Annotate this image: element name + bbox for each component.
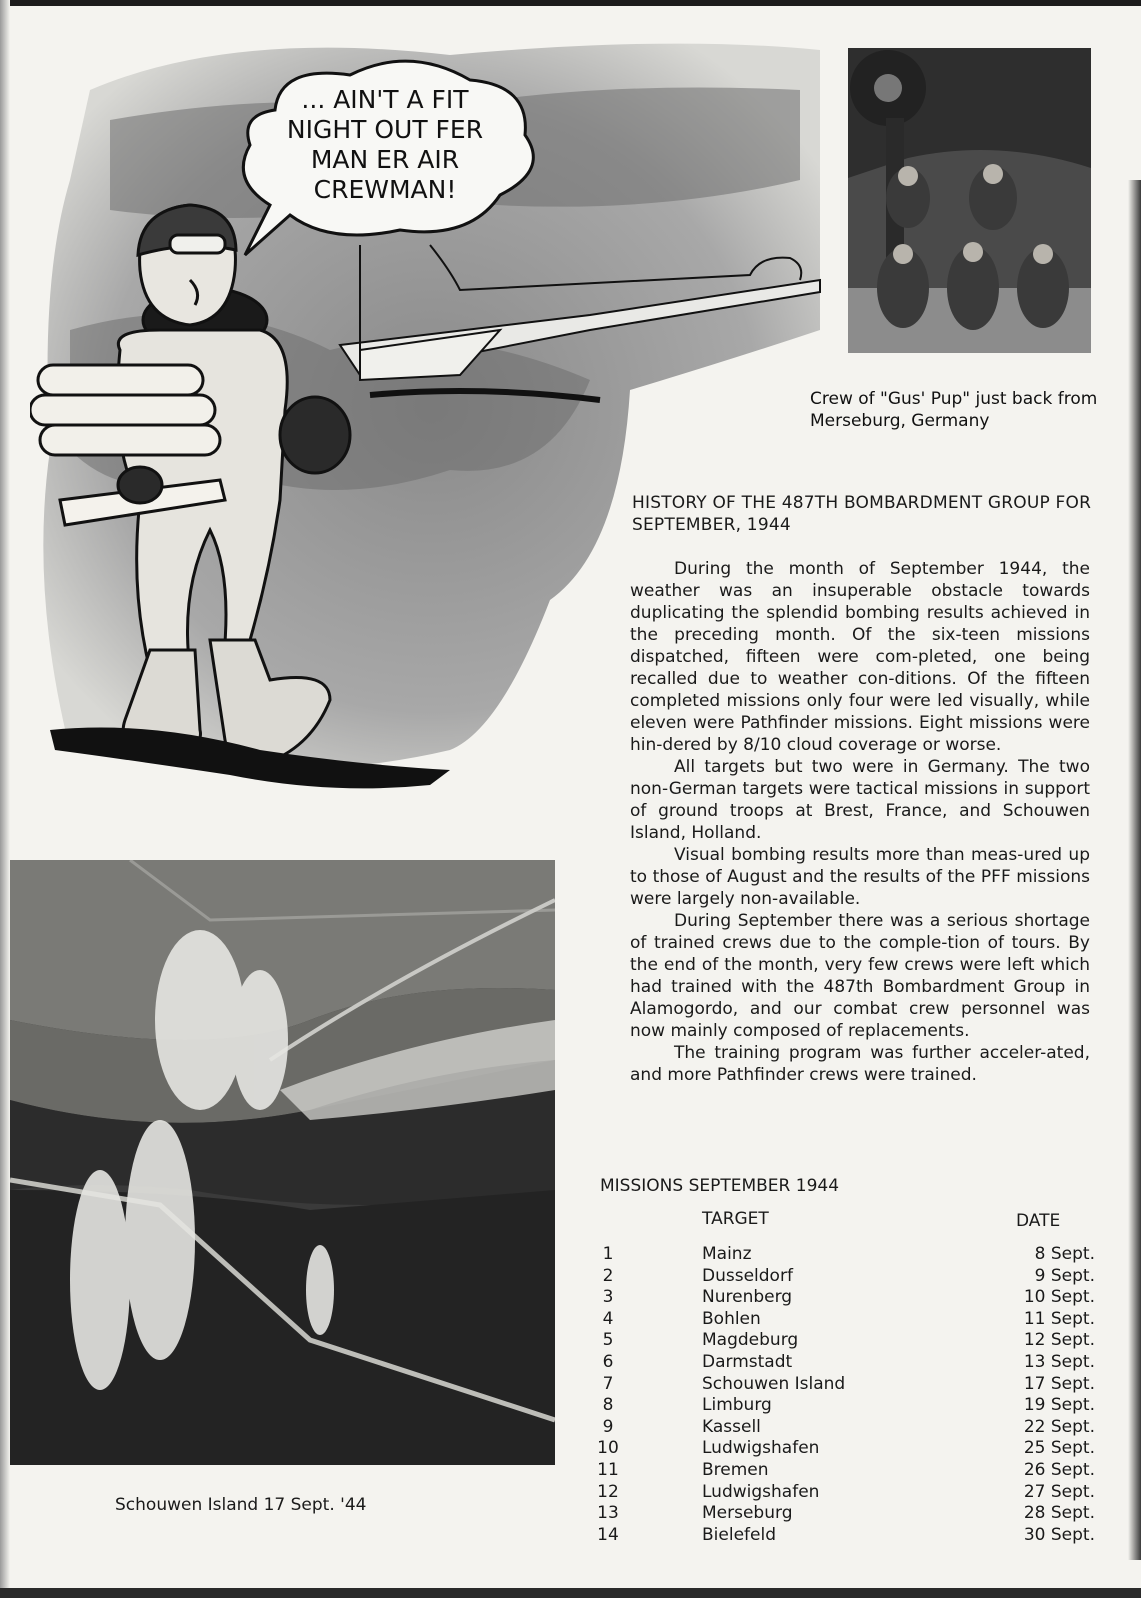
spine-shadow (0, 0, 10, 1598)
mission-number: 11 (597, 1459, 619, 1480)
mission-number: 7 (602, 1373, 614, 1394)
mission-number: 2 (602, 1265, 614, 1286)
table-row (590, 1503, 1095, 1525)
aerial-photo-caption: Schouwen Island 17 Sept. '44 (115, 1495, 367, 1515)
mission-number: 6 (602, 1351, 614, 1372)
crew-photo (848, 48, 1091, 353)
history-paragraph: During the month of September 1944, the weather was an insuperable obstacle towards duplicating the splendid bombing results achieved in the preceding month. Of the six-teen missions dispatched, fifteen were com-pleted, one being recalled due to weather con-ditions. Of the fifteen completed missions only four were led visually, while eleven were Pathfinder missions. Eight missions were hin-dered by 8/10 cloud coverage or worse. (630, 559, 1090, 755)
speech-line-3: MAN ER AIR (310, 145, 460, 174)
mission-number: 14 (597, 1524, 619, 1545)
speech-line-2: NIGHT OUT FER (286, 115, 484, 144)
table-row (590, 1309, 1095, 1331)
mission-date: 13 Sept. (1023, 1351, 1095, 1372)
table-row (590, 1287, 1095, 1309)
mission-number: 1 (602, 1244, 614, 1264)
speech-line-4: CREWMAN! (313, 175, 457, 204)
table-row (590, 1460, 1095, 1482)
mission-target: Dusseldorf (702, 1265, 793, 1286)
mission-target: Bohlen (702, 1308, 761, 1329)
mission-date: 28 Sept. (1023, 1503, 1095, 1524)
mission-date: 25 Sept. (1023, 1438, 1095, 1459)
mission-target: Magdeburg (702, 1330, 799, 1351)
mission-target: Ludwigshafen (702, 1438, 820, 1459)
mission-date: 8 Sept. (1034, 1244, 1095, 1264)
mission-number: 3 (602, 1287, 614, 1308)
page-right-edge (1128, 180, 1141, 1560)
table-row (590, 1266, 1095, 1288)
table-row (590, 1244, 1095, 1266)
page-top-edge (0, 0, 1141, 6)
mission-target: Mainz (702, 1244, 752, 1264)
history-paragraph: During September there was a serious shortage of trained crews due to the comple-tion of tours. By the end of the month, very few crews were left which had trained with the 487th Bombardment Group in Alamogordo, and our combat crew personnel was now mainly composed of replacements. (630, 911, 1090, 1041)
mission-date: 30 Sept. (1023, 1524, 1095, 1545)
mission-target: Kassell (702, 1416, 761, 1437)
mission-number: 4 (602, 1308, 614, 1329)
mission-target: Bielefeld (702, 1524, 776, 1545)
mission-date: 19 Sept. (1023, 1395, 1095, 1416)
mission-number: 9 (602, 1416, 614, 1437)
column-header-target: TARGET (702, 1209, 769, 1229)
mission-target: Darmstadt (702, 1351, 793, 1372)
mission-target: Limburg (702, 1395, 772, 1416)
mission-date: 17 Sept. (1023, 1373, 1095, 1394)
column-header-date: DATE (1016, 1211, 1061, 1231)
history-paragraph: Visual bombing results more than meas-ured up to those of August and the results of the PFF missions were largely non-available. (630, 845, 1090, 909)
table-row (590, 1330, 1095, 1352)
table-row (590, 1482, 1095, 1504)
mission-target: Merseburg (702, 1503, 793, 1524)
history-heading: HISTORY OF THE 487TH BOMBARDMENT GROUP FOR SEPTEMBER, 1944 (632, 493, 1092, 535)
mission-target: Bremen (702, 1459, 769, 1480)
missions-title: MISSIONS SEPTEMBER 1944 (600, 1176, 840, 1196)
table-row (590, 1395, 1095, 1417)
mission-date: 22 Sept. (1023, 1416, 1095, 1437)
mission-date: 27 Sept. (1023, 1481, 1095, 1502)
aerial-photo-schouwen-island (10, 860, 555, 1465)
mission-number: 8 (602, 1395, 614, 1416)
mission-number: 10 (597, 1438, 619, 1459)
mission-date: 10 Sept. (1023, 1287, 1095, 1308)
page-bottom-edge (0, 1588, 1141, 1598)
crew-photo-caption: Crew of "Gus' Pup" just back from Merseburg, Germany (810, 389, 1098, 431)
mission-date: 9 Sept. (1034, 1265, 1095, 1286)
missions-table (590, 1244, 1095, 1546)
table-row (590, 1525, 1095, 1547)
mission-target: Schouwen Island (702, 1373, 846, 1394)
mission-number: 13 (597, 1503, 619, 1524)
history-body (630, 558, 1090, 1086)
mission-date: 12 Sept. (1023, 1330, 1095, 1351)
mission-number: 5 (602, 1330, 614, 1351)
speech-line-1: ... AIN'T A FIT (301, 85, 469, 114)
table-row (590, 1438, 1095, 1460)
mission-date: 26 Sept. (1023, 1459, 1095, 1480)
mission-number: 12 (597, 1481, 619, 1502)
history-paragraph: All targets but two were in Germany. The two non-German targets were tactical missions in support of ground troops at Brest, France, and Schouwen Island, Holland. (630, 757, 1090, 843)
history-paragraph: The training program was further acceler-ated, and more Pathfinder crews were trained. (630, 1043, 1090, 1085)
table-row (590, 1374, 1095, 1396)
table-row (590, 1352, 1095, 1374)
table-row (590, 1417, 1095, 1439)
mission-target: Ludwigshafen (702, 1481, 820, 1502)
mission-date: 11 Sept. (1023, 1308, 1095, 1329)
mission-target: Nurenberg (702, 1287, 793, 1308)
